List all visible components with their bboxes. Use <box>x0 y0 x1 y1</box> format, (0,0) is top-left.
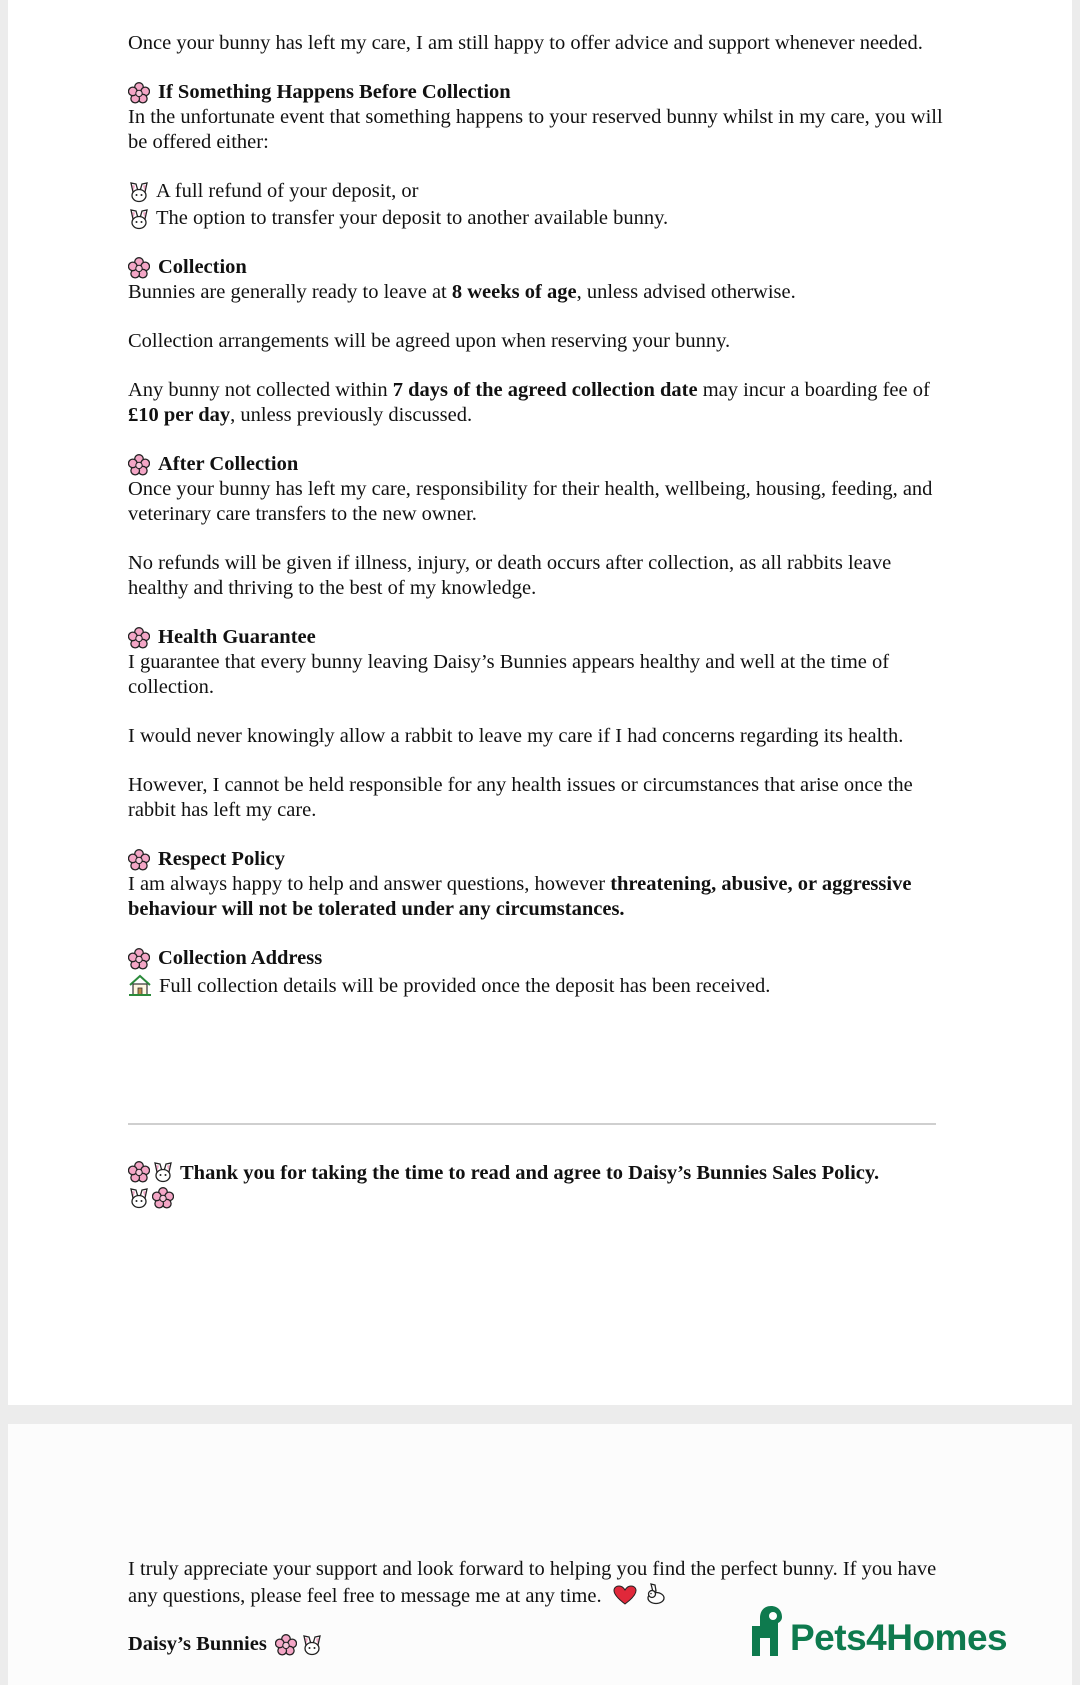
signature: Daisy’s Bunnies <box>128 1633 329 1656</box>
flower-icon <box>275 1634 297 1656</box>
flower-icon <box>128 948 150 970</box>
bunny-icon <box>128 1187 150 1209</box>
section-heading: Collection Address <box>128 946 948 971</box>
section-heading: After Collection <box>128 452 948 477</box>
section-text: I would never knowingly allow a rabbit to leave my care if I had concerns regarding its health. <box>128 725 904 747</box>
divider <box>128 1123 936 1125</box>
closing-message: I truly appreciate your support and look forward to helping you find the perfect bunny. If you have any questions, please feel free to message me at any time. <box>128 1556 958 1613</box>
section-heading: Respect Policy <box>128 847 948 872</box>
flower-icon <box>128 849 150 871</box>
section-text: Bunnies are generally ready to leave at 8 weeks of age, unless advised otherwise. <box>128 281 796 303</box>
heart-icon <box>613 1585 637 1613</box>
section-text: I guarantee that every bunny leaving Daisy’s Bunnies appears healthy and well at the time of collection. <box>128 651 890 698</box>
section-heading: If Something Happens Before Collection <box>128 80 948 105</box>
house-icon <box>128 974 152 996</box>
flower-icon <box>128 454 150 476</box>
bunny-icon <box>301 1634 323 1656</box>
section-text: No refunds will be given if illness, injury, or death occurs after collection, as all rabbits leave healthy and thriving to the best of my knowledge. <box>128 552 892 599</box>
flower-icon <box>128 1161 150 1183</box>
bunny-icon <box>152 1161 174 1183</box>
flower-icon <box>128 627 150 649</box>
section-text: However, I cannot be held responsible for any health issues or circumstances that arise once the rabbit has left my care. <box>128 774 913 821</box>
list-item: The option to transfer your deposit to another available bunny. <box>128 206 948 231</box>
section-text: Collection arrangements will be agreed upon when reserving your bunny. <box>128 330 731 352</box>
thank-you-note: Thank you for taking the time to read and agree to Daisy’s Bunnies Sales Policy. <box>128 1160 958 1212</box>
flower-icon <box>128 257 150 279</box>
logo-mark-icon <box>748 1604 790 1656</box>
section-text: I am always happy to help and answer questions, however threatening, abusive, or aggressive behaviour will not be tolerated under any circumstances. <box>128 873 912 920</box>
flower-icon <box>152 1187 174 1209</box>
intro-text: Once your bunny has left my care, I am still happy to offer advice and support whenever needed. <box>128 32 923 54</box>
bunny-icon <box>128 181 150 203</box>
flower-icon <box>128 82 150 104</box>
policy-body <box>128 31 948 999</box>
section-text: Full collection details will be provided once the deposit has been received. <box>128 974 948 999</box>
section-text: Once your bunny has left my care, responsibility for their health, wellbeing, housing, feeding, and veterinary care transfers to the new owner. <box>128 478 933 525</box>
bunny-icon <box>128 208 150 230</box>
section-heading: Collection <box>128 255 948 280</box>
section-text: In the unfortunate event that something happens to your reserved bunny whilst in my care, you will be offered either: <box>128 106 943 153</box>
rabbit-icon <box>644 1583 668 1613</box>
section-heading: Health Guarantee <box>128 625 948 650</box>
list-item: A full refund of your deposit, or <box>128 179 948 204</box>
section-text: Any bunny not collected within 7 days of the agreed collection date may incur a boarding fee of £10 per day, unless previously discussed. <box>128 379 930 426</box>
pets4homes-logo: Pets4Homes <box>748 1604 1007 1656</box>
